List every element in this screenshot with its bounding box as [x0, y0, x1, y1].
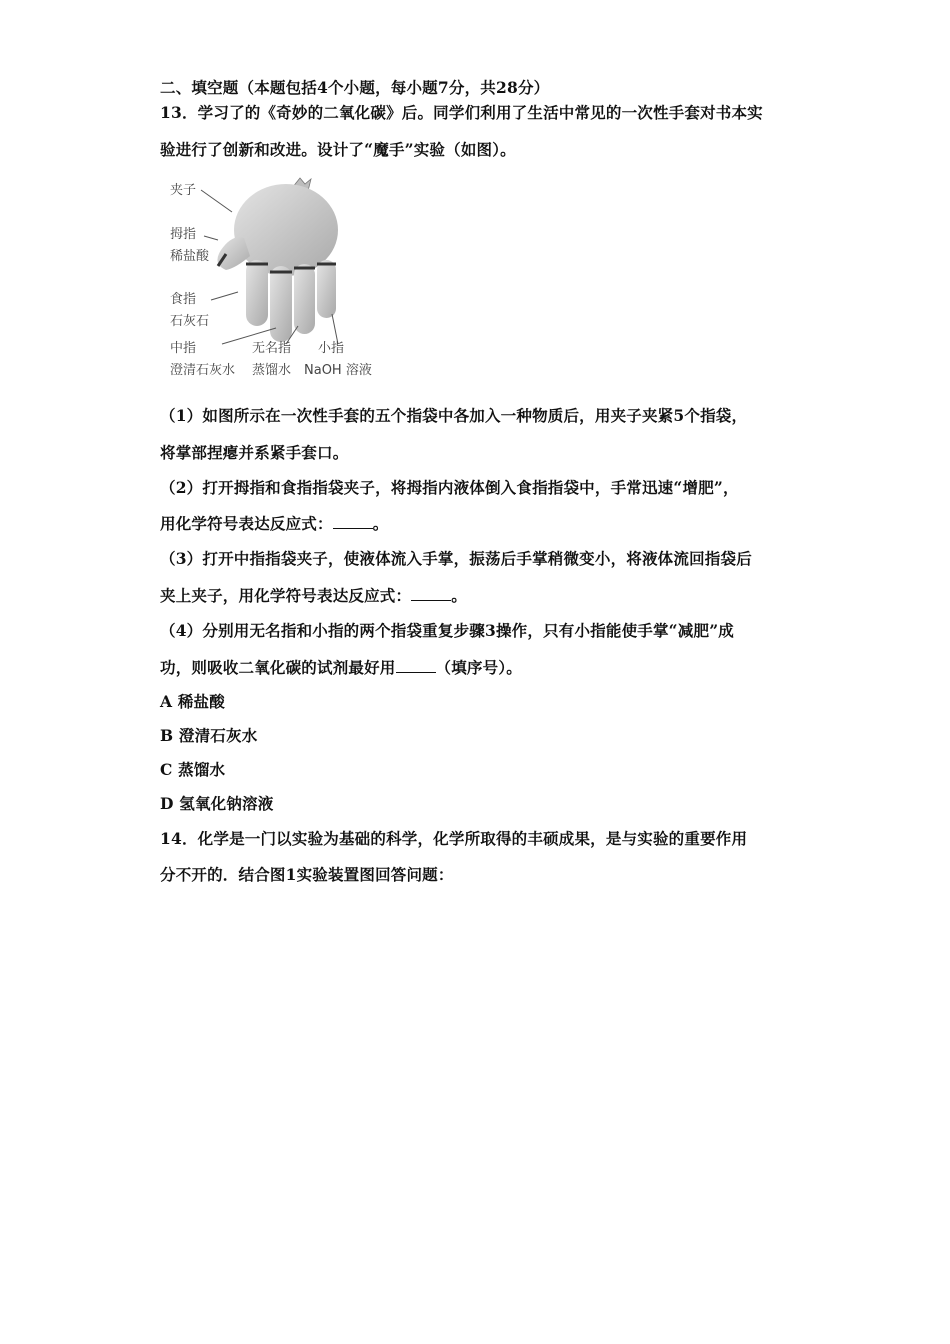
- label-index-sub: 石灰石: [170, 314, 210, 329]
- glove-thumb: [217, 237, 250, 270]
- q13-part2-prompt: 用化学符号表达反应式：: [160, 514, 333, 533]
- q13-intro-line2: 验进行了创新和改进。设计了“魔手”实验（如图）。: [160, 140, 516, 159]
- label-clip: 夹子: [170, 183, 197, 198]
- option-d: D 氢氧化钠溶液: [160, 794, 274, 813]
- label-thumb-sub: 稀盐酸: [170, 249, 210, 264]
- q13-intro-line1: 13．学习了的《奇妙的二氧化碳》后。同学们利用了生活中常见的一次性手套对书本实: [160, 103, 763, 122]
- q13-part4-line2: [160, 658, 522, 678]
- q13-part2-line1: （2）打开拇指和食指指袋夹子，将拇指内液体倒入食指指袋中，手常迅速“增肥”，: [160, 478, 739, 497]
- q13-part2-line2: [160, 514, 388, 534]
- label-middle-sub: 澄清石灰水: [170, 363, 236, 378]
- q14-line2: 分不开的．结合图1实验装置图回答问题：: [160, 865, 454, 884]
- glove-illustration: [166, 168, 376, 383]
- glove-middle-finger: [270, 266, 292, 342]
- answer-blank-part4[interactable]: [396, 658, 436, 673]
- q13-part3-prompt: 夹上夹子，用化学符号表达反应式：: [160, 586, 412, 605]
- label-index: 食指: [170, 292, 197, 307]
- q13-part4-end: （填序号）。: [435, 658, 522, 677]
- q13-part3-line2: [160, 586, 467, 606]
- q13-part1-line1: （1）如图所示在一次性手套的五个指袋中各加入一种物质后，用夹子夹紧5个指袋，: [160, 406, 748, 425]
- label-little-sub: NaOH 溶液: [304, 363, 372, 378]
- answer-blank-part3[interactable]: [411, 586, 451, 601]
- label-ring-sub: 蒸馏水: [252, 363, 292, 378]
- q13-part4-line1: （4）分别用无名指和小指的两个指袋重复步骤3操作，只有小指能使手掌“减肥”成: [160, 621, 735, 640]
- q13-part3-line1: （3）打开中指指袋夹子，使液体流入手掌，振荡后手掌稍微变小，将液体流回指袋后: [160, 549, 752, 568]
- answer-blank-part2[interactable]: [333, 514, 373, 529]
- option-c: C 蒸馏水: [160, 760, 226, 779]
- q14-line1: 14．化学是一门以实验为基础的科学，化学所取得的丰硕成果，是与实验的重要作用: [160, 829, 748, 848]
- glove-little-finger: [317, 260, 336, 318]
- label-ring: 无名指: [252, 341, 292, 356]
- label-middle: 中指: [170, 341, 197, 356]
- label-little: 小指: [318, 341, 345, 356]
- q13-part2-end: 。: [372, 514, 389, 533]
- q13-part3-end: 。: [451, 586, 467, 605]
- q13-part1-line2: 将掌部捏瘪并系紧手套口。: [160, 443, 349, 462]
- q13-part4-prompt: 功，则吸收二氧化碳的试剂最好用: [160, 658, 396, 677]
- glove-figure: [166, 168, 376, 383]
- option-a: A 稀盐酸: [160, 692, 225, 711]
- label-thumb: 拇指: [170, 227, 197, 242]
- option-b: B 澄清石灰水: [160, 726, 258, 745]
- section-header: 二、填空题（本题包括4个小题，每小题7分，共28分）: [160, 78, 550, 97]
- glove-ring-finger: [294, 264, 315, 334]
- glove-index-finger: [246, 260, 268, 326]
